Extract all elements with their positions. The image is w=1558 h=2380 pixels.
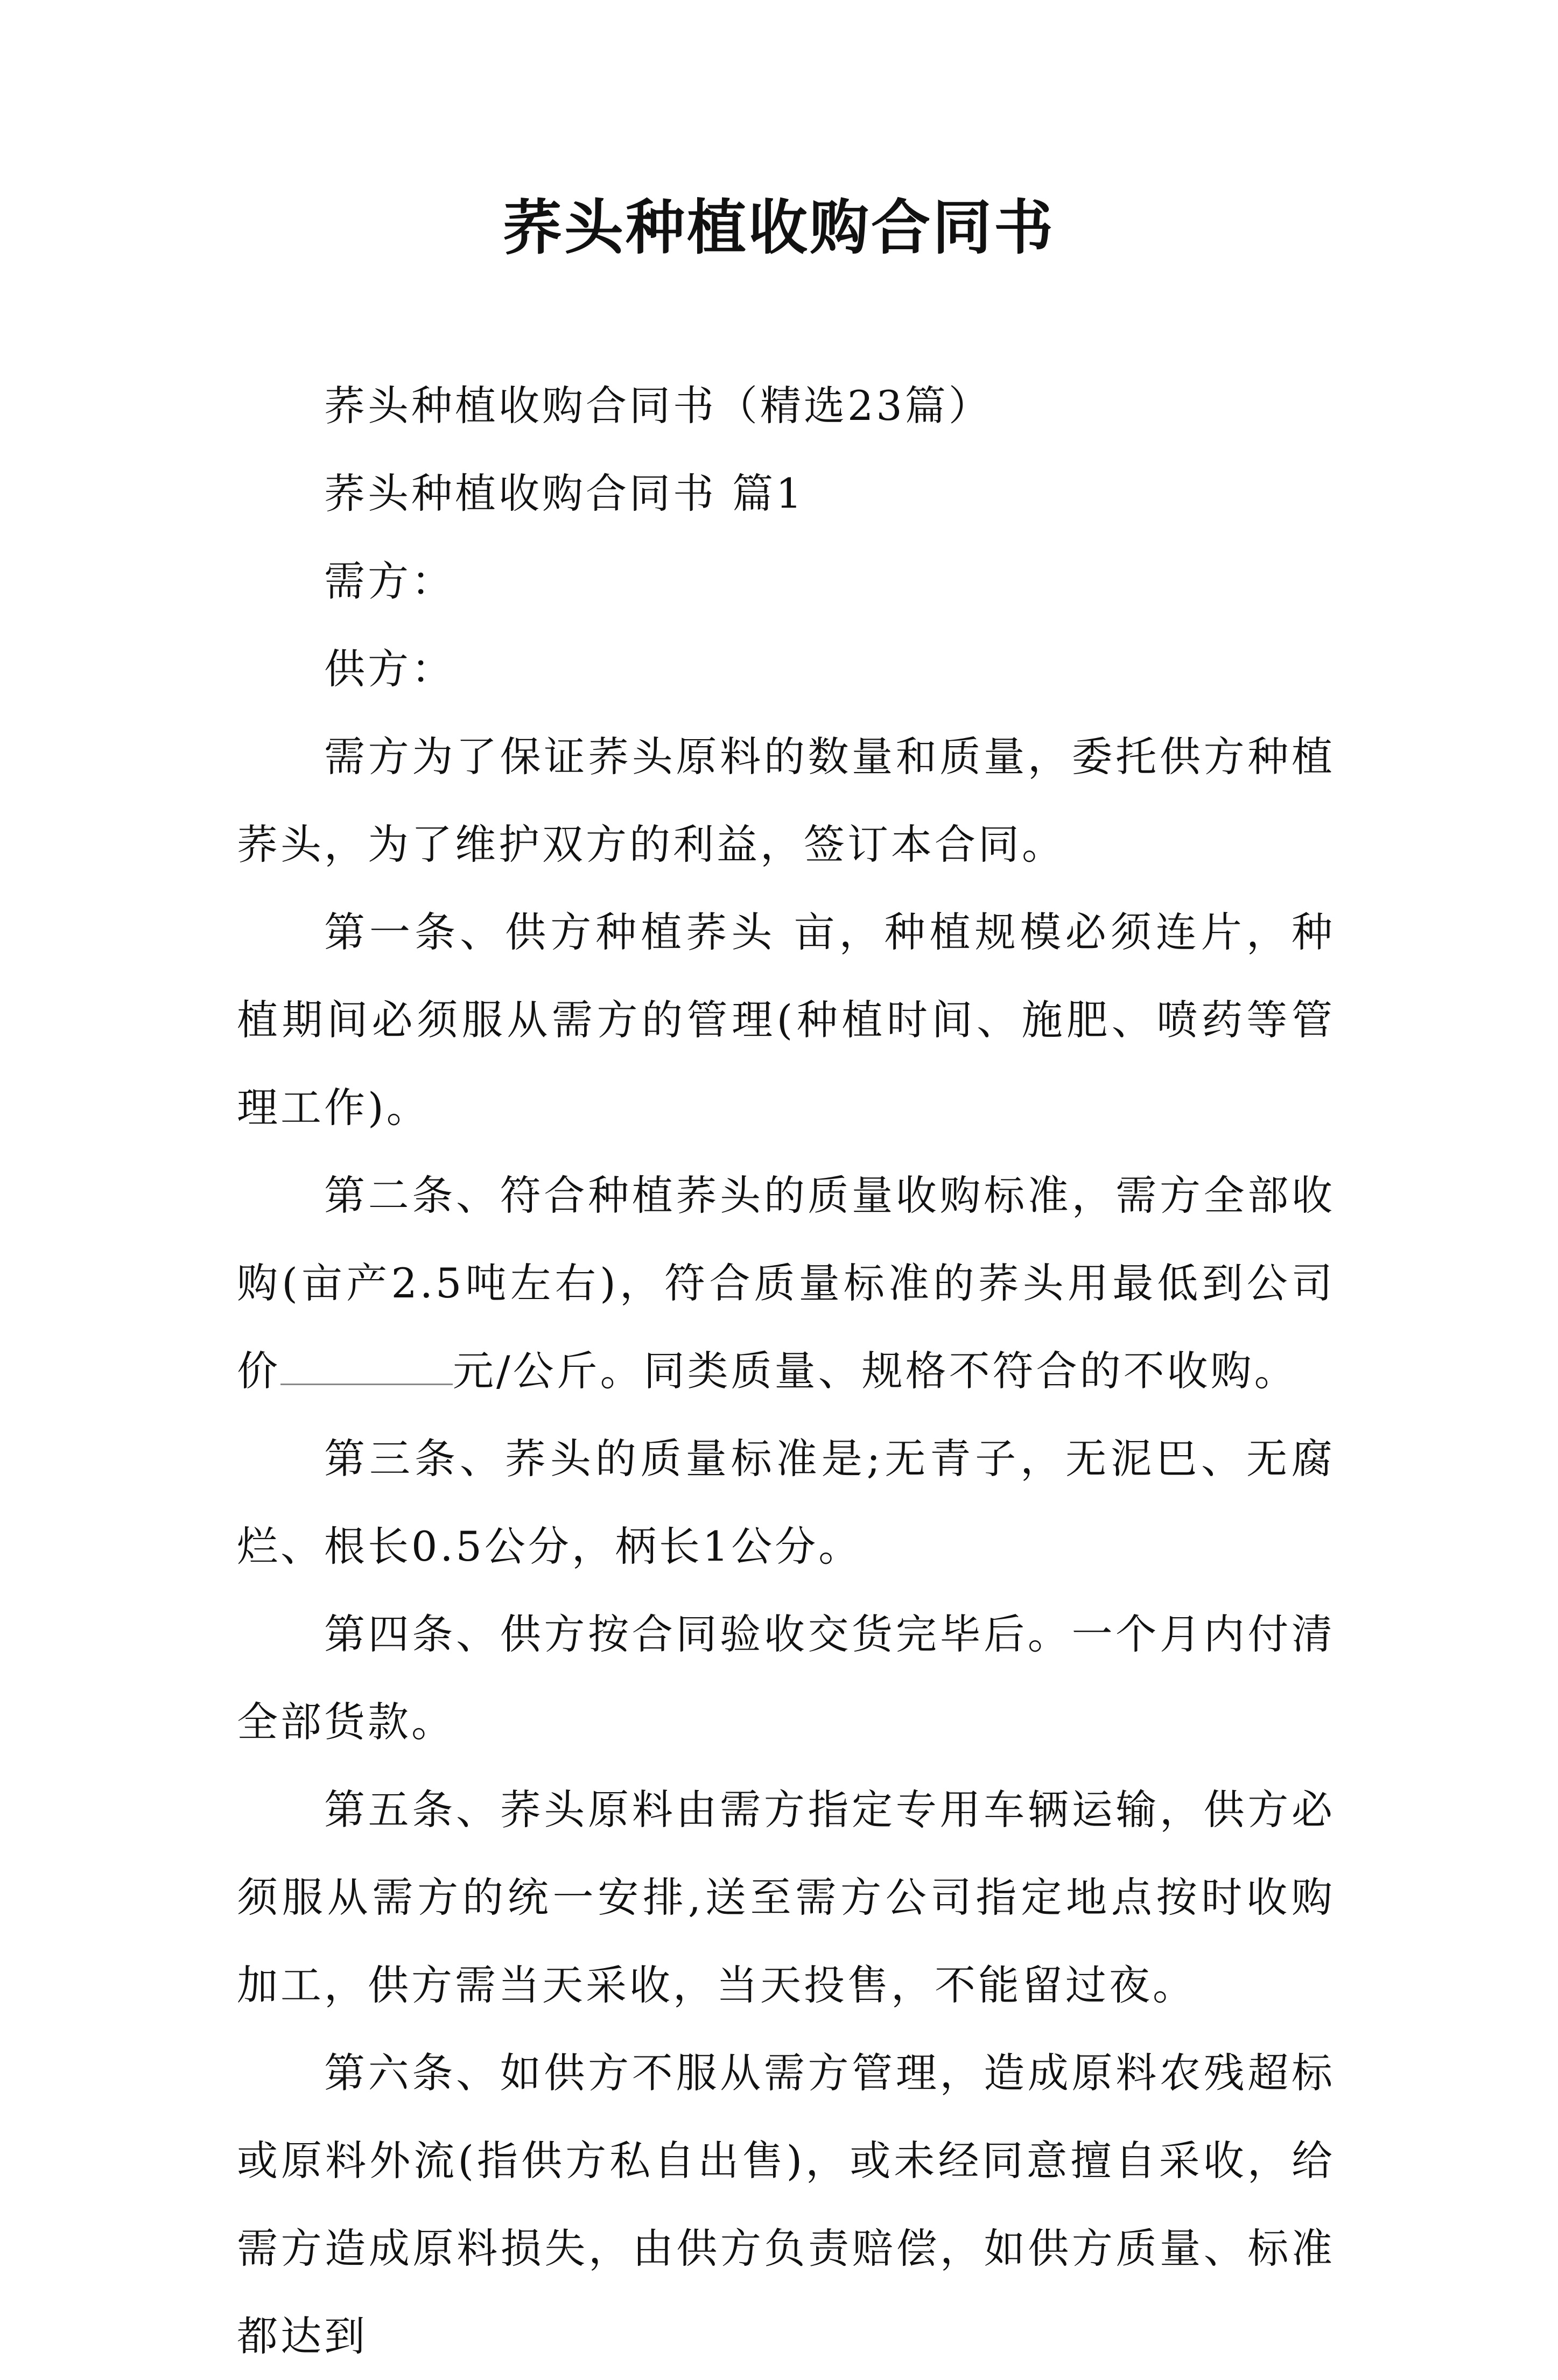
article-2-text: 第二条、符合种植荞头的质量收购标准，需方全部收购(亩产2.5吨左右)，符合质量标准的荞头用最低到公司价 bbox=[237, 1171, 1335, 1395]
article-6: 第六条、如供方不服从需方管理，造成原料农残超标或原料外流(指供方私自出售)，或未经同意擅自采收，给需方造成原料损失，由供方负责赔偿，如供方质量、标准都达到 bbox=[237, 2049, 1335, 2360]
section-heading: 荞头种植收购合同书 篇1 bbox=[324, 469, 805, 517]
article-2 bbox=[237, 1152, 1335, 1415]
article-1: 第一条、供方种植荞头 亩，种植规模必须连片，种植期间必须服从需方的管理(种植时间、施肥、喷药等管理工作)。 bbox=[237, 908, 1335, 1132]
document-title: 荞头种植收购合同书 bbox=[503, 193, 1055, 262]
article-5: 第五条、荞头原料由需方指定专用车辆运输，供方必须服从需方的统一安排,送至需方公司指定地点按时收购加工，供方需当天采收，当天投售，不能留过夜。 bbox=[237, 1786, 1335, 2009]
document-body bbox=[237, 362, 1335, 2380]
supplier-label: 供方： bbox=[324, 645, 455, 693]
intro-paragraph: 需方为了保证荞头原料的数量和质量，委托供方种植荞头，为了维护双方的利益，签订本合同。 bbox=[237, 733, 1335, 868]
price-blank-line bbox=[280, 1357, 453, 1385]
article-3: 第三条、荞头的质量标准是;无青子，无泥巴、无腐烂、根长0.5公分，柄长1公分。 bbox=[237, 1435, 1335, 1570]
subtitle: 荞头种植收购合同书（精选23篇） bbox=[324, 382, 992, 430]
article-4: 第四条、供方按合同验收交货完毕后。一个月内付清全部货款。 bbox=[237, 1610, 1335, 1746]
buyer-label: 需方： bbox=[324, 557, 455, 605]
article-2-text-end: 元/公斤。同类质量、规格不符合的不收购。 bbox=[453, 1347, 1298, 1395]
